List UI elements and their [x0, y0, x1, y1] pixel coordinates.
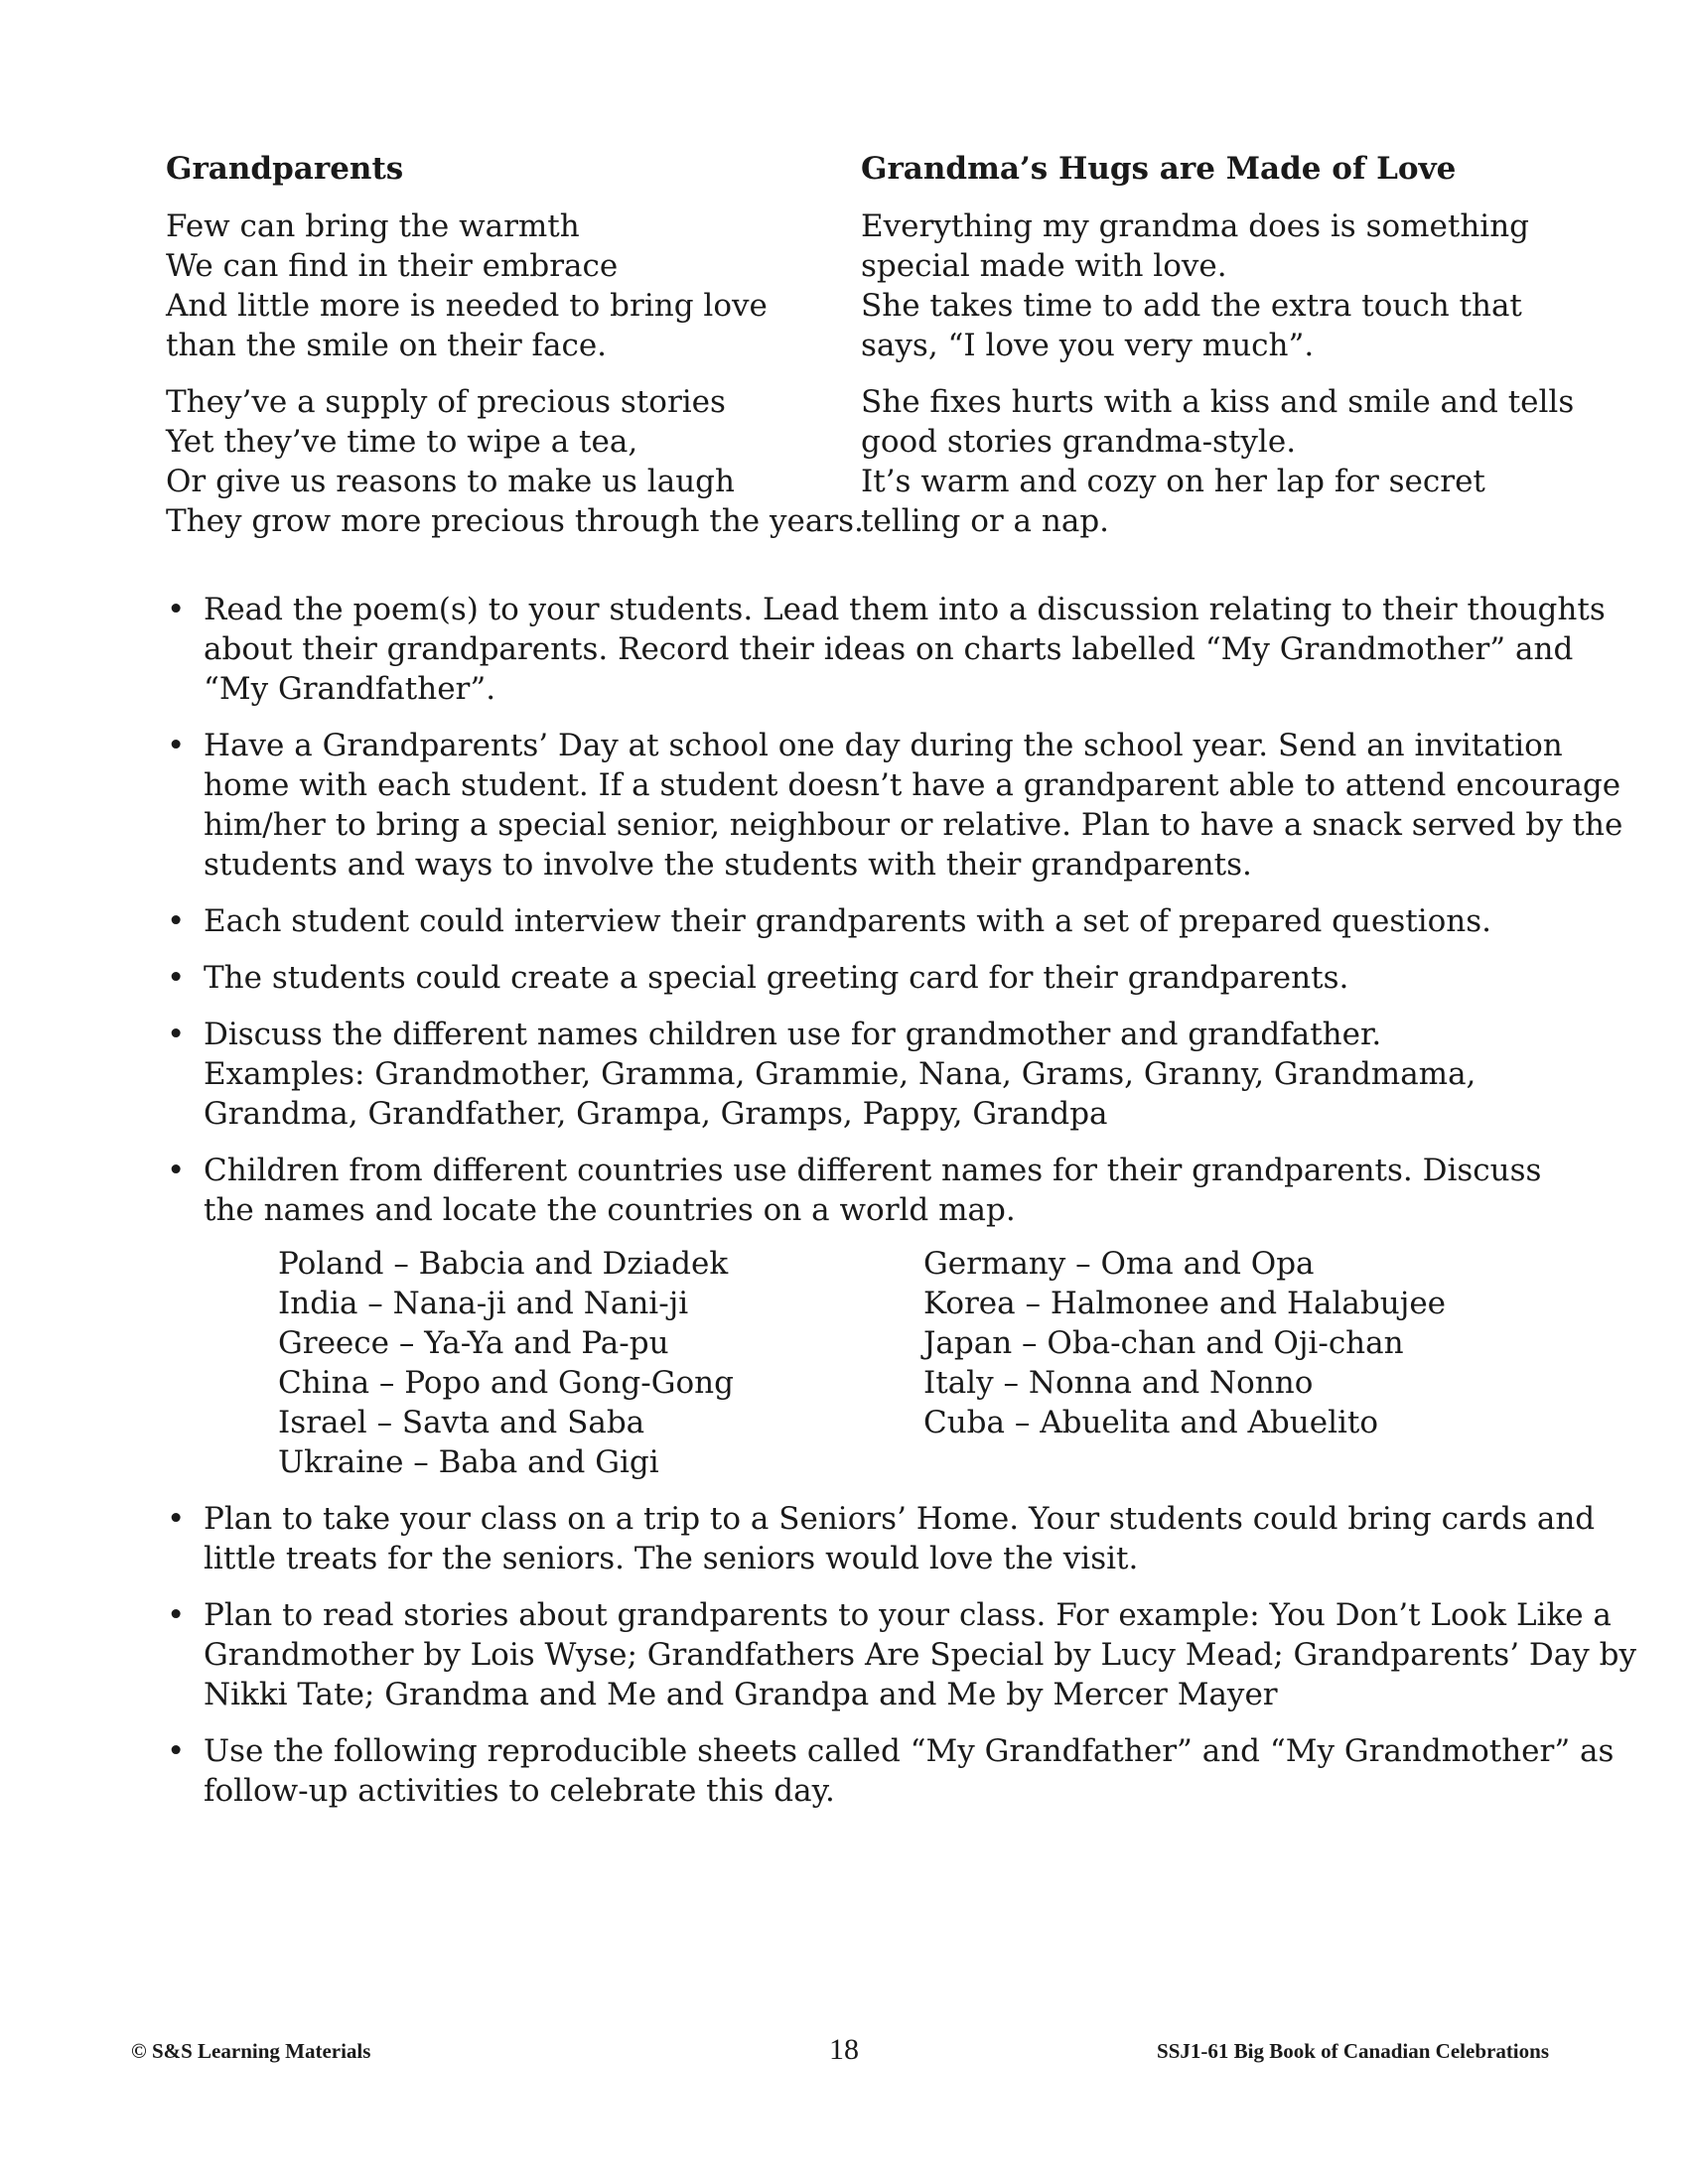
bullet-icon: • — [167, 1153, 186, 1188]
page-number: 18 — [829, 2033, 859, 2066]
list-item — [159, 901, 1569, 941]
bullet-icon: • — [167, 1017, 186, 1052]
activity-list — [159, 590, 1636, 1828]
poem-stanza — [861, 206, 1556, 365]
country-entry: China – Popo and Gong-Gong — [278, 1365, 734, 1401]
list-item-line: home with each student. If a student doesn’t have a grandparent able to attend encourage — [204, 767, 1621, 803]
country-entry: Japan – Oba-chan and Oji-chan — [923, 1325, 1404, 1361]
bullet-icon: • — [167, 960, 186, 996]
country-entry: Germany – Oma and Opa — [923, 1246, 1315, 1282]
list-item-line: Children from different countries use different names for their grandparents. Discuss — [204, 1153, 1542, 1188]
countries-column-left — [278, 1244, 923, 1482]
poem-line: than the smile on their face. — [166, 328, 608, 363]
list-item-line: about their grandparents. Record their ideas on charts labelled “My Grandmother” and — [204, 631, 1574, 667]
poem-line: They grow more precious through the years. — [166, 503, 864, 539]
poem-line: And little more is needed to bring love — [166, 288, 768, 324]
poem-line: We can find in their embrace — [166, 248, 619, 284]
list-item-line: Examples: Grandmother, Gramma, Grammie, Nana, Grams, Granny, Grandmama, — [204, 1056, 1477, 1092]
list-item-line: Read the poem(s) to your students. Lead them into a discussion relating to their thoughts — [204, 592, 1606, 627]
poem-title: Grandma’s Hugs are Made of Love — [861, 151, 1457, 187]
country-entry: Israel – Savta and Saba — [278, 1405, 645, 1440]
poem-line: says, “I love you very much”. — [861, 328, 1315, 363]
bullet-icon: • — [167, 728, 186, 763]
list-item-line: Use the following reproducible sheets called “My Grandfather” and “My Grandmother” as — [204, 1733, 1615, 1769]
list-item-line: little treats for the seniors. The seniors would love the visit. — [204, 1541, 1139, 1576]
list-item — [159, 1499, 1596, 1578]
page-footer — [0, 2033, 1688, 2073]
list-item — [159, 726, 1623, 885]
list-item-line: students and ways to involve the students with their grandparents. — [204, 847, 1252, 883]
footer-copyright: © S&S Learning Materials — [131, 2039, 371, 2063]
poem-line: It’s warm and cozy on her lap for secret — [861, 464, 1485, 499]
poem-title: Grandparents — [166, 151, 404, 187]
list-item — [159, 1731, 1615, 1811]
country-entry: Greece – Ya-Ya and Pa-pu — [278, 1325, 669, 1361]
poem-line: They’ve a supply of precious stories — [166, 384, 726, 420]
list-item — [159, 1595, 1636, 1714]
list-item — [159, 958, 1569, 998]
bullet-icon: • — [167, 1597, 186, 1633]
poem-grandparents — [166, 149, 864, 558]
poem-stanza — [166, 206, 811, 365]
list-item — [159, 590, 1606, 709]
list-item-line: Grandmother by Lois Wyse; Grandfathers Are Special by Lucy Mead; Grandparents’ Day by — [204, 1637, 1636, 1673]
country-entry: Poland – Babcia and Dziadek — [278, 1246, 729, 1282]
list-item-line: the names and locate the countries on a world map. — [204, 1192, 1016, 1228]
poem-line: She fixes hurts with a kiss and smile and tells — [861, 384, 1575, 420]
bullet-icon: • — [167, 1733, 186, 1769]
poem-line: Or give us reasons to make us laugh — [166, 464, 735, 499]
poem-line: She takes time to add the extra touch that — [861, 288, 1522, 324]
list-item-line: follow-up activities to celebrate this day. — [204, 1773, 835, 1809]
countries-column-right — [923, 1244, 1569, 1482]
list-item-line: Discuss the different names children use for grandmother and grandfather. — [204, 1017, 1382, 1052]
country-entry: Korea – Halmonee and Halabujee — [923, 1286, 1447, 1321]
poem-stanza — [166, 382, 864, 541]
bullet-icon: • — [167, 903, 186, 939]
poem-line: Few can bring the warmth — [166, 208, 580, 244]
country-entry: Italy – Nonna and Nonno — [923, 1365, 1314, 1401]
list-item — [159, 1015, 1569, 1134]
list-item-line: Plan to take your class on a trip to a Seniors’ Home. Your students could bring cards and — [204, 1501, 1596, 1537]
poem-line: good stories grandma-style. — [861, 424, 1297, 460]
list-item-line: Have a Grandparents’ Day at school one day during the school year. Send an invitation — [204, 728, 1563, 763]
bullet-icon: • — [167, 1501, 186, 1537]
countries-table — [278, 1244, 1569, 1482]
poem-line: Everything my grandma does is something — [861, 208, 1530, 244]
bullet-icon: • — [167, 592, 186, 627]
poem-stanza — [861, 382, 1575, 541]
poem-line: Yet they’ve time to wipe a tea, — [166, 424, 638, 460]
country-entry: India – Nana-ji and Nani-ji — [278, 1286, 689, 1321]
list-item-line: Each student could interview their grandparents with a set of prepared questions. — [204, 903, 1491, 939]
country-entry: Ukraine – Baba and Gigi — [278, 1444, 659, 1480]
country-entry: Cuba – Abuelita and Abuelito — [923, 1405, 1379, 1440]
footer-book-title: SSJ1-61 Big Book of Canadian Celebrations — [1157, 2039, 1549, 2063]
list-item-line: The students could create a special greeting card for their grandparents. — [204, 960, 1349, 996]
list-item-line: Nikki Tate; Grandma and Me and Grandpa and Me by Mercer Mayer — [204, 1677, 1278, 1712]
poem-grandmas-hugs — [861, 149, 1575, 558]
poem-line: special made with love. — [861, 248, 1227, 284]
poem-line: telling or a nap. — [861, 503, 1110, 539]
list-item-line: him/her to bring a special senior, neighbour or relative. Plan to have a snack served by the — [204, 807, 1623, 843]
list-item — [159, 1151, 1569, 1482]
list-item-line: Grandma, Grandfather, Grampa, Gramps, Pappy, Grandpa — [204, 1096, 1108, 1132]
list-item-line: “My Grandfather”. — [204, 671, 496, 707]
list-item-line: Plan to read stories about grandparents to your class. For example: You Don’t Look Like a — [204, 1597, 1612, 1633]
